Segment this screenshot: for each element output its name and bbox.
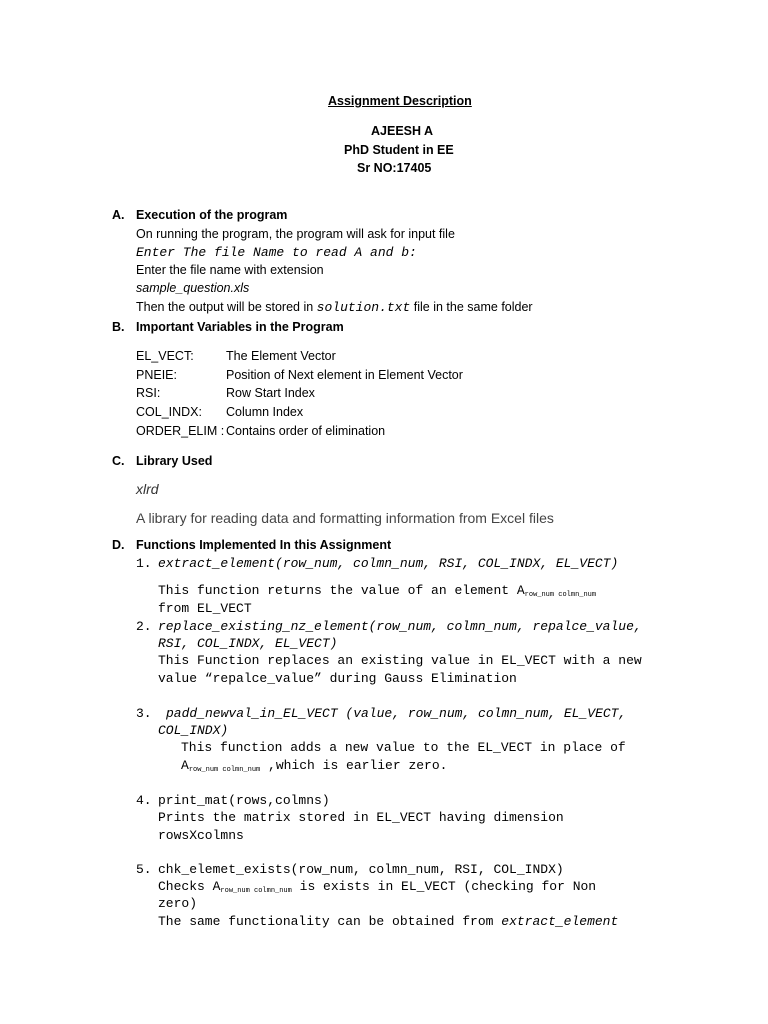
function-description xyxy=(181,758,447,773)
function-number: 5. xyxy=(136,862,152,877)
function-number: 4. xyxy=(136,793,152,808)
function-signature: replace_existing_nz_element(row_num, colmn_num, repalce_value, xyxy=(158,619,642,634)
function-number: 3. xyxy=(136,706,152,721)
function-signature: RSI, COL_INDX, EL_VECT) xyxy=(158,636,338,651)
library-description: A library for reading data and formatting information from Excel files xyxy=(136,510,554,526)
subscript: row_num colmn_num xyxy=(524,591,597,599)
section-a-filename: sample_question.xls xyxy=(136,281,250,295)
section-b-marker: B. xyxy=(112,320,125,334)
function-description: This Function replaces an existing value in EL_VECT with a new xyxy=(158,653,642,668)
output-filename: solution.txt xyxy=(316,300,411,315)
function-signature: print_mat(rows,colmns) xyxy=(158,793,330,808)
desc-text: ,which is earlier zero. xyxy=(260,758,448,773)
serial-number: Sr NO:17405 xyxy=(357,161,432,175)
function-description: value “repalce_value” during Gauss Elimination xyxy=(158,671,517,686)
desc-text: Checks A xyxy=(158,879,221,894)
variable-desc: Column Index xyxy=(226,405,304,419)
function-description: rowsXcolmns xyxy=(158,828,244,843)
function-description: from EL_VECT xyxy=(158,601,252,616)
desc-text: A xyxy=(181,758,189,773)
function-signature: chk_elemet_exists(row_num, colmn_num, RSI, COL_INDX) xyxy=(158,862,564,877)
variable-name: RSI: xyxy=(136,386,161,400)
function-number: 2. xyxy=(136,619,152,634)
section-a-heading: Execution of the program xyxy=(136,208,288,222)
section-a-text: Enter the file name with extension xyxy=(136,263,324,277)
section-b-heading: Important Variables in the Program xyxy=(136,320,344,334)
author-name: AJEESH A xyxy=(371,124,434,138)
section-d-marker: D. xyxy=(112,538,125,552)
section-c-marker: C. xyxy=(112,454,125,468)
section-d-heading: Functions Implemented In this Assignment xyxy=(136,538,392,552)
function-description: This function adds a new value to the EL_VECT in place of xyxy=(181,740,626,755)
variable-name: ORDER_ELIM : xyxy=(136,424,225,438)
function-signature: extract_element(row_num, colmn_num, RSI, COL_INDX, EL_VECT) xyxy=(158,556,619,571)
library-name: xlrd xyxy=(136,481,159,497)
desc-text: This function returns the value of an element A xyxy=(158,583,525,598)
variable-name: PNEIE: xyxy=(136,368,177,382)
variable-desc: Position of Next element in Element Vector xyxy=(226,368,463,382)
desc-text: is exists in EL_VECT (checking for Non xyxy=(291,879,597,894)
desc-text: The same functionality can be obtained from xyxy=(158,914,502,929)
variable-desc: Contains order of elimination xyxy=(226,424,386,438)
function-number: 1. xyxy=(136,556,152,571)
function-description xyxy=(158,583,596,598)
section-a-text: On running the program, the program will ask for input file xyxy=(136,227,455,241)
function-signature: COL_INDX) xyxy=(158,723,229,738)
function-description xyxy=(158,879,596,894)
variable-name: COL_INDX: xyxy=(136,405,202,419)
function-description: zero) xyxy=(158,896,198,911)
function-signature: padd_newval_in_EL_VECT (value, row_num, colmn_num, EL_VECT, xyxy=(166,706,627,721)
subscript: row_num colmn_num xyxy=(220,887,292,895)
output-text: Then the output will be stored in xyxy=(136,300,317,314)
section-a-marker: A. xyxy=(112,208,125,222)
output-text: file in the same folder xyxy=(410,300,533,314)
author-program: PhD Student in EE xyxy=(344,143,454,157)
function-description: Prints the matrix stored in EL_VECT having dimension xyxy=(158,810,564,825)
variable-name: EL_VECT: xyxy=(136,349,194,363)
section-a-output-line xyxy=(136,300,533,315)
variable-desc: Row Start Index xyxy=(226,386,315,400)
section-a-prompt: Enter The file Name to read A and b: xyxy=(136,245,417,260)
subscript: row_num colmn_num xyxy=(188,766,261,774)
function-description xyxy=(158,914,618,929)
section-c-heading: Library Used xyxy=(136,454,213,468)
function-reference: extract_element xyxy=(501,914,619,929)
document-title: Assignment Description xyxy=(328,94,472,108)
variable-desc: The Element Vector xyxy=(226,349,336,363)
